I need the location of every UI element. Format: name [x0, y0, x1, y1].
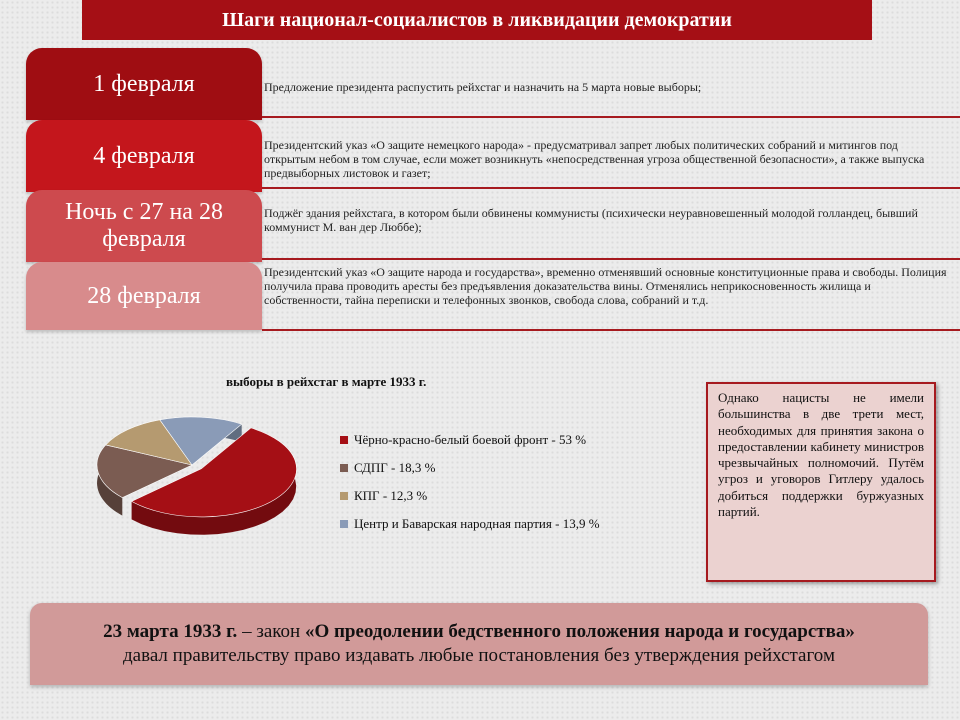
page-title: Шаги национал-социалистов в ликвидации демократии	[82, 0, 872, 40]
event-description: Предложение президента распустить рейхстаг и назначить на 5 марта новые выборы;	[264, 80, 702, 94]
row-divider	[262, 329, 960, 331]
law-callout	[30, 603, 928, 685]
legend-swatch	[340, 492, 348, 500]
legend-label: Чёрно-красно-белый боевой фронт - 53 %	[354, 432, 587, 447]
legend-swatch	[340, 520, 348, 528]
law-description: давал правительству право издавать любые постановления без утверждения рейхстагом	[123, 645, 835, 666]
event-description: Президентский указ «О защите народа и государства», временно отменявший основные конституционные права и свободы. Полиция получила права проводить аресты без предъявления доказательства вины. Отменялись неприкосновенность жилища и собственности, тайна переписки и телефонных звонков, свобода слова, собраний и т.д.	[264, 265, 947, 307]
date-badge: 1 февраля	[26, 48, 262, 120]
note-box: Однако нацисты не имели большинства в две трети мест, необходимых для принятия закона о предоставлении кабинету министров чрезвычайных полномочий. Путём угроз и уговоров Гитлеру удалось добиться поддержки буржуазных партий.	[706, 382, 936, 582]
row-divider	[262, 116, 960, 118]
law-dash: – закон	[237, 621, 305, 642]
date-badge: 4 февраля	[26, 120, 262, 192]
legend-swatch	[340, 436, 348, 444]
pie-chart	[92, 415, 302, 535]
row-divider	[262, 187, 960, 189]
law-name: «О преодолении бедственного положения народа и государства»	[304, 621, 855, 642]
date-badge: Ночь с 27 на 28 февраля	[26, 190, 262, 262]
law-date: 23 марта 1933 г.	[103, 621, 238, 642]
legend-label: КПГ - 12,3 %	[354, 488, 428, 503]
chart-legend	[340, 426, 600, 538]
event-description: Поджёг здания рейхстага, в котором были обвинены коммунисты (психически неуравновешенный молодой голландец, бывший коммунист М. ван дер Люббе);	[264, 206, 918, 234]
chart-title: выборы в рейхстаг в марте 1933 г.	[226, 374, 427, 389]
legend-item	[340, 510, 600, 538]
date-badge: 28 февраля	[26, 262, 262, 330]
legend-swatch	[340, 464, 348, 472]
legend-label: Центр и Баварская народная партия - 13,9 %	[354, 516, 600, 531]
legend-label: СДПГ - 18,3 %	[354, 460, 436, 475]
event-description: Президентский указ «О защите немецкого народа» - предусматривал запрет любых политических собраний и митингов под открытым небом в том случае, если может возникнуть «непосредственная угроза общественной безопасности», а также выпуска предвыборных листовок и газет;	[264, 138, 925, 180]
legend-item	[340, 454, 600, 482]
legend-item	[340, 482, 600, 510]
law-title-line	[103, 620, 855, 644]
row-divider	[262, 258, 960, 260]
legend-item	[340, 426, 600, 454]
